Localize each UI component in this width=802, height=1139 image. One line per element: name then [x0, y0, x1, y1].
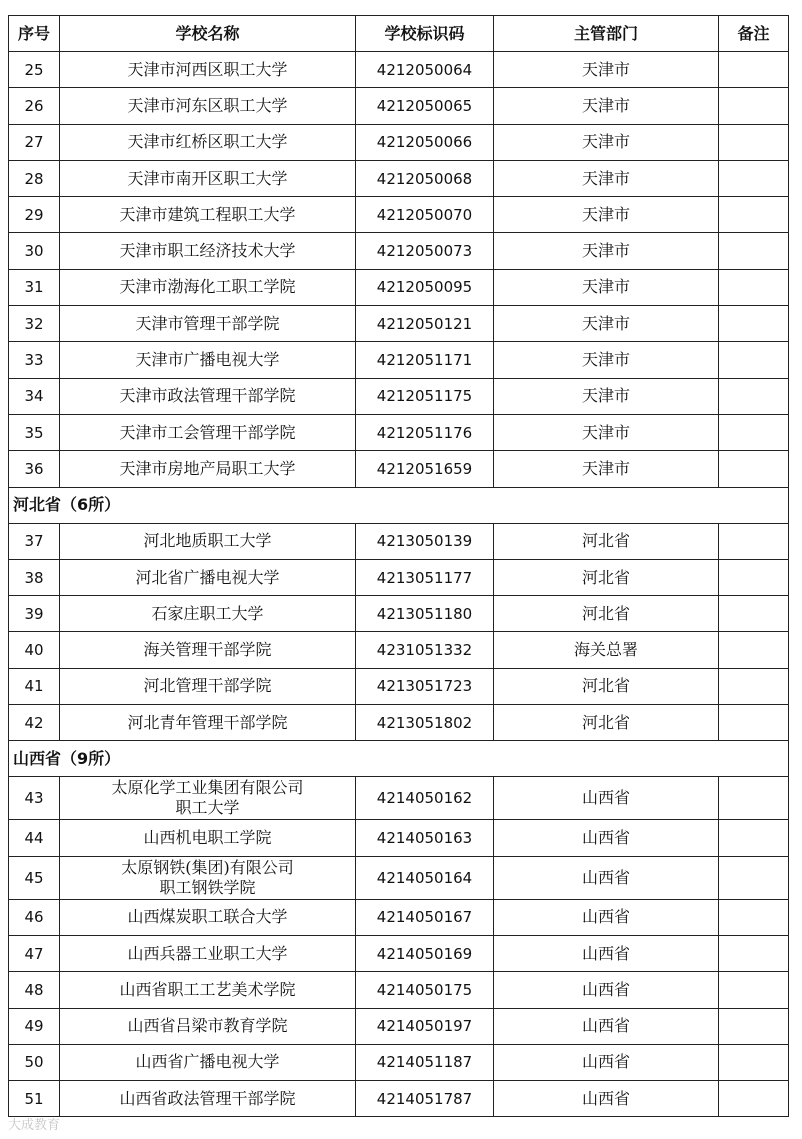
cell-seq: 41	[9, 668, 60, 704]
cell-authority: 山西省	[494, 1081, 719, 1117]
cell-school-name: 天津市河西区职工大学	[60, 52, 356, 88]
cell-note	[719, 972, 789, 1008]
table-body	[9, 52, 789, 1117]
cell-school-name: 山西省广播电视大学	[60, 1044, 356, 1080]
cell-seq: 25	[9, 52, 60, 88]
cell-authority: 天津市	[494, 124, 719, 160]
cell-school-code: 4214050163	[356, 820, 494, 856]
cell-seq: 29	[9, 197, 60, 233]
cell-note	[719, 1081, 789, 1117]
cell-seq: 26	[9, 88, 60, 124]
cell-authority: 天津市	[494, 378, 719, 414]
cell-school-code: 4212050073	[356, 233, 494, 269]
school-name-line-2: 职工大学	[175, 798, 240, 818]
cell-seq: 30	[9, 233, 60, 269]
table-row	[9, 972, 789, 1008]
cell-authority: 山西省	[494, 972, 719, 1008]
table-header-row	[9, 16, 789, 52]
cell-seq: 27	[9, 124, 60, 160]
cell-authority: 天津市	[494, 414, 719, 450]
cell-note	[719, 306, 789, 342]
cell-seq: 48	[9, 972, 60, 1008]
cell-school-name: 山西省政法管理干部学院	[60, 1081, 356, 1117]
cell-note	[719, 596, 789, 632]
cell-school-code: 4214050164	[356, 856, 494, 899]
table-row	[9, 1044, 789, 1080]
section-title: 河北省（6所）	[9, 487, 789, 523]
cell-note	[719, 88, 789, 124]
cell-seq: 38	[9, 559, 60, 595]
cell-seq: 50	[9, 1044, 60, 1080]
cell-school-name: 河北地质职工大学	[60, 523, 356, 559]
cell-seq: 51	[9, 1081, 60, 1117]
cell-note	[719, 160, 789, 196]
cell-seq: 46	[9, 899, 60, 935]
cell-school-name: 河北管理干部学院	[60, 668, 356, 704]
cell-school-code: 4212050068	[356, 160, 494, 196]
cell-school-name: 天津市南开区职工大学	[60, 160, 356, 196]
school-name-line-1: 太原化学工业集团有限公司	[111, 778, 304, 798]
cell-seq: 28	[9, 160, 60, 196]
table-row	[9, 523, 789, 559]
cell-authority: 山西省	[494, 820, 719, 856]
cell-authority: 天津市	[494, 52, 719, 88]
cell-note	[719, 668, 789, 704]
cell-seq: 49	[9, 1008, 60, 1044]
cell-authority: 山西省	[494, 935, 719, 971]
cell-authority: 河北省	[494, 559, 719, 595]
section-title: 山西省（9所）	[9, 741, 789, 777]
cell-school-code: 4212051659	[356, 451, 494, 487]
cell-school-code: 4212051176	[356, 414, 494, 450]
cell-note	[719, 820, 789, 856]
school-name-line-1: 太原钢铁(集团)有限公司	[121, 857, 294, 877]
table-row	[9, 596, 789, 632]
cell-school-name: 天津市建筑工程职工大学	[60, 197, 356, 233]
cell-school-name: 山西兵器工业职工大学	[60, 935, 356, 971]
header-note: 备注	[719, 16, 789, 52]
table-row	[9, 451, 789, 487]
cell-school-name	[60, 856, 356, 899]
cell-school-code: 4212050065	[356, 88, 494, 124]
table-row	[9, 233, 789, 269]
cell-school-code: 4212050121	[356, 306, 494, 342]
cell-school-code: 4231051332	[356, 632, 494, 668]
table-row	[9, 269, 789, 305]
cell-note	[719, 777, 789, 820]
cell-school-name: 石家庄职工大学	[60, 596, 356, 632]
table-row	[9, 668, 789, 704]
cell-note	[719, 1008, 789, 1044]
table-row	[9, 777, 789, 820]
cell-note	[719, 269, 789, 305]
cell-note	[719, 899, 789, 935]
cell-school-code: 4212051175	[356, 378, 494, 414]
header-authority: 主管部门	[494, 16, 719, 52]
cell-note	[719, 705, 789, 741]
cell-school-code: 4212050066	[356, 124, 494, 160]
table-row	[9, 899, 789, 935]
cell-school-name: 河北省广播电视大学	[60, 559, 356, 595]
cell-seq: 34	[9, 378, 60, 414]
watermark-text: 大成教育	[8, 1118, 61, 1133]
table-row	[9, 1008, 789, 1044]
cell-school-name: 山西机电职工学院	[60, 820, 356, 856]
school-list-table	[8, 15, 789, 1117]
header-school-name: 学校名称	[60, 16, 356, 52]
cell-note	[719, 52, 789, 88]
cell-note	[719, 342, 789, 378]
cell-note	[719, 632, 789, 668]
cell-authority: 山西省	[494, 777, 719, 820]
cell-school-code: 4212050095	[356, 269, 494, 305]
cell-school-name: 天津市河东区职工大学	[60, 88, 356, 124]
cell-school-code: 4214050169	[356, 935, 494, 971]
cell-seq: 45	[9, 856, 60, 899]
cell-school-name: 天津市渤海化工职工学院	[60, 269, 356, 305]
cell-school-code: 4213051723	[356, 668, 494, 704]
cell-authority: 山西省	[494, 1044, 719, 1080]
cell-school-code: 4212050064	[356, 52, 494, 88]
cell-note	[719, 935, 789, 971]
cell-authority: 天津市	[494, 197, 719, 233]
table-row	[9, 160, 789, 196]
table-row	[9, 88, 789, 124]
cell-school-name: 天津市管理干部学院	[60, 306, 356, 342]
cell-school-name: 天津市职工经济技术大学	[60, 233, 356, 269]
cell-authority: 山西省	[494, 856, 719, 899]
table-row	[9, 124, 789, 160]
cell-authority: 山西省	[494, 899, 719, 935]
cell-school-code: 4214050175	[356, 972, 494, 1008]
table-row	[9, 820, 789, 856]
table-row	[9, 559, 789, 595]
header-seq: 序号	[9, 16, 60, 52]
cell-school-code: 4212050070	[356, 197, 494, 233]
cell-seq: 40	[9, 632, 60, 668]
table-row	[9, 856, 789, 899]
cell-seq: 47	[9, 935, 60, 971]
cell-school-name: 天津市红桥区职工大学	[60, 124, 356, 160]
cell-authority: 河北省	[494, 668, 719, 704]
cell-note	[719, 414, 789, 450]
table-row	[9, 632, 789, 668]
table-row	[9, 197, 789, 233]
cell-note	[719, 1044, 789, 1080]
cell-authority: 河北省	[494, 705, 719, 741]
cell-seq: 33	[9, 342, 60, 378]
cell-seq: 39	[9, 596, 60, 632]
cell-school-code: 4214051787	[356, 1081, 494, 1117]
table-row	[9, 935, 789, 971]
cell-school-name: 天津市政法管理干部学院	[60, 378, 356, 414]
cell-school-name: 山西煤炭职工联合大学	[60, 899, 356, 935]
table-row	[9, 378, 789, 414]
cell-school-name: 海关管理干部学院	[60, 632, 356, 668]
cell-seq: 44	[9, 820, 60, 856]
cell-note	[719, 856, 789, 899]
cell-note	[719, 197, 789, 233]
table-row	[9, 414, 789, 450]
cell-seq: 35	[9, 414, 60, 450]
cell-note	[719, 451, 789, 487]
cell-seq: 36	[9, 451, 60, 487]
cell-seq: 32	[9, 306, 60, 342]
table-row	[9, 1081, 789, 1117]
cell-school-code: 4213051180	[356, 596, 494, 632]
cell-school-code: 4212051171	[356, 342, 494, 378]
cell-authority: 天津市	[494, 160, 719, 196]
cell-school-name	[60, 777, 356, 820]
cell-authority: 天津市	[494, 306, 719, 342]
cell-school-code: 4214050197	[356, 1008, 494, 1044]
cell-seq: 31	[9, 269, 60, 305]
cell-note	[719, 233, 789, 269]
cell-school-code: 4214051187	[356, 1044, 494, 1080]
table-row	[9, 306, 789, 342]
cell-authority: 天津市	[494, 88, 719, 124]
cell-authority: 天津市	[494, 342, 719, 378]
cell-school-name: 山西省职工工艺美术学院	[60, 972, 356, 1008]
cell-authority: 天津市	[494, 451, 719, 487]
cell-authority: 天津市	[494, 269, 719, 305]
cell-authority: 山西省	[494, 1008, 719, 1044]
cell-note	[719, 124, 789, 160]
cell-note	[719, 378, 789, 414]
cell-school-code: 4213050139	[356, 523, 494, 559]
section-row	[9, 487, 789, 523]
section-row	[9, 741, 789, 777]
table-row	[9, 52, 789, 88]
cell-school-code: 4213051802	[356, 705, 494, 741]
table-row	[9, 342, 789, 378]
cell-authority: 海关总署	[494, 632, 719, 668]
cell-seq: 37	[9, 523, 60, 559]
cell-school-code: 4213051177	[356, 559, 494, 595]
cell-school-name: 天津市工会管理干部学院	[60, 414, 356, 450]
school-name-line-2: 职工钢铁学院	[159, 877, 256, 897]
cell-school-name: 山西省吕梁市教育学院	[60, 1008, 356, 1044]
cell-school-name: 河北青年管理干部学院	[60, 705, 356, 741]
cell-school-name: 天津市广播电视大学	[60, 342, 356, 378]
cell-authority: 河北省	[494, 523, 719, 559]
cell-authority: 河北省	[494, 596, 719, 632]
cell-seq: 42	[9, 705, 60, 741]
cell-note	[719, 523, 789, 559]
cell-school-code: 4214050162	[356, 777, 494, 820]
cell-note	[719, 559, 789, 595]
cell-school-name: 天津市房地产局职工大学	[60, 451, 356, 487]
table-row	[9, 705, 789, 741]
cell-authority: 天津市	[494, 233, 719, 269]
cell-school-code: 4214050167	[356, 899, 494, 935]
header-school-code: 学校标识码	[356, 16, 494, 52]
cell-seq: 43	[9, 777, 60, 820]
